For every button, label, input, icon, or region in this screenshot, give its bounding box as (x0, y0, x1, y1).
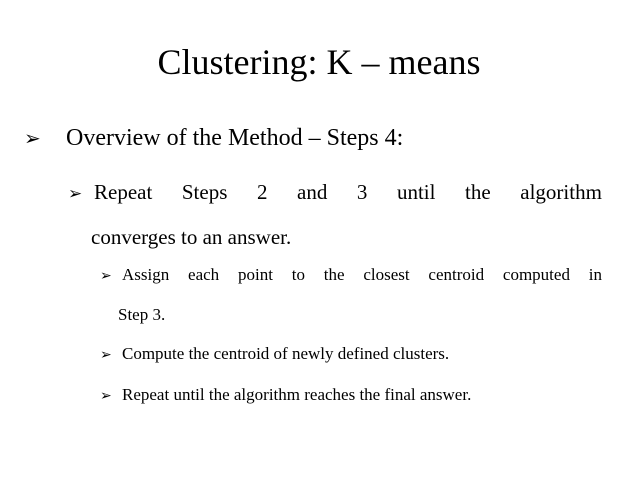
bullet-text-line2: converges to an answer. (91, 225, 292, 249)
bullet-text-line2: Step 3. (118, 305, 166, 324)
word: and (297, 180, 328, 204)
word: closest (363, 265, 410, 284)
word: centroid (428, 265, 485, 284)
word: in (588, 265, 602, 284)
word: computed (502, 265, 570, 284)
bullet-text: Compute the centroid of newly defined clusters. (122, 344, 450, 363)
arrow-bullet-icon: ➢ (100, 388, 112, 404)
arrow-bullet-icon: ➢ (100, 347, 112, 363)
bullet-text: Overview of the Method – Steps 4: (66, 125, 404, 151)
word: Repeat (94, 180, 153, 204)
word: point (237, 265, 273, 284)
arrow-bullet-icon: ➢ (100, 268, 112, 284)
word: the (465, 180, 491, 204)
word: each (188, 265, 220, 284)
bullet-level2 (68, 177, 602, 209)
word: Assign (122, 265, 170, 284)
slide-title: Clustering: K – means (157, 42, 481, 82)
bullet-level3 (100, 263, 602, 288)
arrow-bullet-icon: ➢ (24, 126, 41, 150)
bullet-text-line1 (122, 263, 602, 287)
word: 2 (256, 180, 268, 204)
bullet-level3 (100, 342, 602, 367)
bullet-level3 (100, 383, 602, 408)
word: Steps (181, 180, 228, 204)
word: algorithm (520, 180, 602, 204)
word: the (323, 265, 345, 284)
bullet-text: Repeat until the algorithm reaches the final answer. (122, 385, 472, 404)
word: 3 (356, 180, 368, 204)
word: to (291, 265, 305, 284)
bullet-text-line1 (94, 177, 602, 207)
word: until (396, 180, 436, 204)
arrow-bullet-icon: ➢ (68, 184, 83, 204)
bullet-level1 (24, 122, 403, 154)
